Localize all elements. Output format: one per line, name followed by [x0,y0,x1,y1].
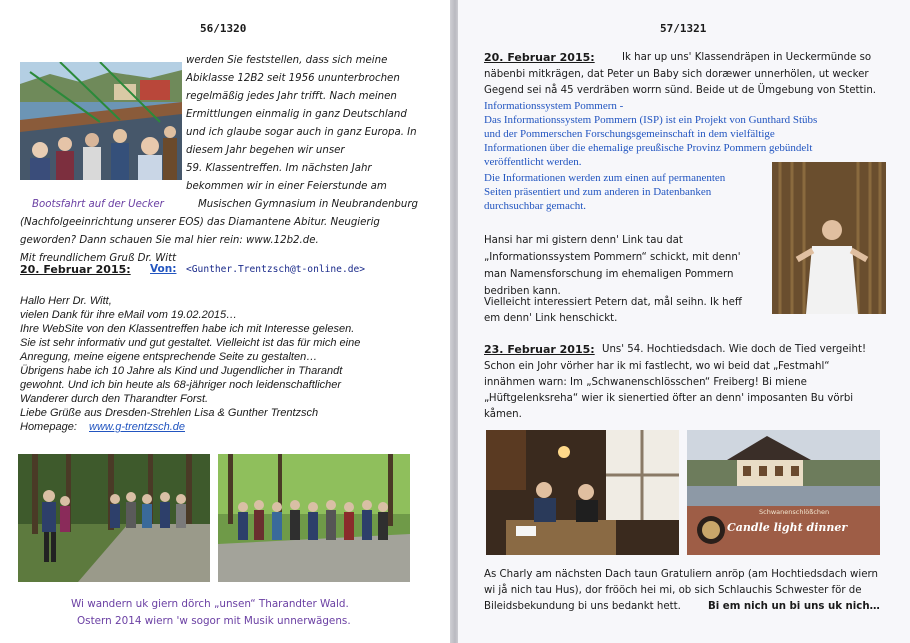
letter-line: gewohnt. Und ich bin heute als 68-jähriger noch leidenschaftlicher [20,379,342,391]
text-line: innähmen warn: Im „Schwanenschlösschen“ Freiberg! Bi miene [484,377,807,388]
entry-date: 20. Februar 2015: [20,263,131,276]
text-line: Gegend sei nå 45 verdräben worrn sünd. Beide ut de Ümgebung von Stettin. [484,85,877,96]
text-line: Vielleicht interessiert Petern dat, mål seihn. Ik heff [484,297,742,308]
photo-caption-forest-1: Wi wandern uk giern dörch „unsen“ Tharandter Wald. [71,598,349,610]
entry-date: 20. Februar 2015: [484,51,595,64]
homepage-label: Homepage: [20,421,77,433]
photo-caption-forest-2: Ostern 2014 wiern 'w sogor mit Musik unnerwägens. [77,615,351,627]
forest-photo-2 [218,454,410,582]
text-line: und ich glaube sogar auch in ganz Europa. In [186,127,417,138]
page-number: 56/1320 [200,22,247,35]
text-line: em denn' Link henschickt. [484,313,618,324]
isp-line: Die Informationen werden zum einen auf permanenten [484,172,726,184]
text-line: „Hüftgelenksreha“ wier ik sienertied öfter an denn' imposanten Bu vörbi [484,393,854,404]
isp-line: Informationssystem Pommern - [484,100,624,112]
right-page [458,0,910,643]
homepage-link[interactable]: www.g-trentzsch.de [89,421,185,433]
isp-line: Informationen über die ehemalige preußische Provinz Pommern gebündelt [484,142,813,154]
letter-line: Übrigens habe ich 10 Jahre als Kind und Jugendlicher in Tharandt [20,365,343,377]
from-label: Von: [150,263,177,275]
page-number: 57/1321 [660,22,707,35]
text-line: Musischen Gymnasium in Neubrandenburg [198,199,419,210]
text-line: Uns' 54. Hochtiedsdach. Wie doch de Tied vergeiht! [602,344,867,355]
text-line: regelmäßig jedes Jahr trifft. Nach meinen [186,91,397,102]
isp-line: durchsuchbar gemacht. [484,200,587,212]
text-line: wi jå nich tau Hus), dor frööch hei mi, ob sich Schlauchis Schwester för de [484,585,862,596]
letter-line: Liebe Grüße aus Dresden-Strehlen Lisa & Gunther Trentzsch [20,407,319,419]
letter-line: vielen Dank für ihre eMail vom 19.02.2015… [20,309,238,321]
boat-photo [20,62,182,180]
sender-email[interactable]: <Gunther.Trentzsch@t-online.de> [186,264,366,275]
text-line: bekommen wir in einer Feierstunde am [186,181,387,192]
isp-line: veröffentlicht werden. [484,156,582,168]
left-page [0,0,452,643]
text-line: Ermittlungen einmalig in ganz Deutschland [186,109,407,120]
isp-line: und der Pommerschen Forschungsgemeinschaft in dem vielfältige [484,128,775,140]
letter-line: Anregung, meine eigene entsprechende Seite zu gestalten… [20,351,318,363]
text-line: diesem Jahr begehen wir unser [186,145,345,156]
isp-line: Das Informationssystem Pommern (ISP) ist ein Projekt von Gunthard Stübs [484,114,818,126]
isp-line: Seiten präsentiert und zum anderen in Datenbanken [484,186,712,198]
forest-photo-1 [18,454,210,582]
entry-date: 23. Februar 2015: [484,343,595,356]
letter-line: Ihre WebSite von den Klassentreffen habe ich mit Interesse gelesen. [20,323,355,335]
text-line: Mit freundlichem Gruß Dr. Witt [20,253,177,264]
sign-top-text: Schwanenschlößchen [759,508,830,516]
speaker-photo [772,162,886,314]
text-line: Abiklasse 12B2 seit 1956 ununterbrochen [186,73,400,84]
text-line: Bileidsbekundung bi uns bedankt hett. [484,601,681,612]
schwanenschloesschen-photo [687,430,880,555]
text-line: man Namensforschung im ehemaligen Pommern [484,269,734,280]
letter-line: Wanderer durch den Tharandter Forst. [20,393,209,405]
text-line: kåmen. [484,409,522,420]
candle-light-sign: Candle light dinner [727,521,848,534]
restaurant-photo [486,430,679,555]
text-line-bold: Bi em nich un bi uns uk nich… [708,601,880,612]
photo-caption-boat: Bootsfahrt auf der Uecker [32,199,164,210]
text-line: As Charly am nächsten Dach taun Gratuliern anröp (am Hochtiedsdach wiern [484,569,878,580]
text-line: näbenbi mitkrägen, dat Peter un Baby sich doræwer unnerhölen, ut wecker [484,69,869,80]
text-line: Schon ein Johr vörher har ik mi fastlecht, wo wi beid dat „Festmahl“ [484,361,830,372]
text-line: (Nachfolgeeinrichtung unserer EOS) das Diamantene Abitur. Neugierig [20,217,380,228]
text-line: „Informationssystem Pommern“ schickt, mit denn' [484,252,741,263]
text-line: werden Sie feststellen, dass sich meine [186,55,388,66]
text-line: Hansi har mi gistern denn' Link tau dat [484,235,683,246]
letter-line: Sie ist sehr informativ und gut gestaltet. Vielleicht ist das für mich eine [20,337,361,349]
letter-line: Hallo Herr Dr. Witt, [20,295,112,307]
text-line: 59. Klassentreffen. Im nächsten Jahr [186,163,372,174]
text-line: geworden? Dann schauen Sie mal hier rein: www.12b2.de. [20,235,319,246]
text-line: bedriben kann. [484,286,561,297]
text-line: Ik har up uns' Klassendräpen in Ueckermünde so [622,52,872,63]
